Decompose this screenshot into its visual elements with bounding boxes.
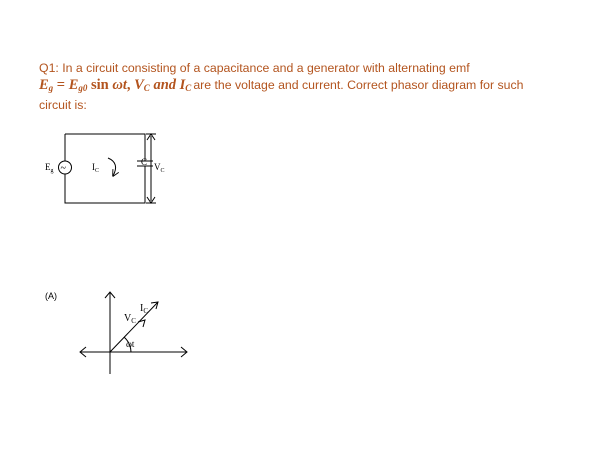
equation: $E_g = E_{g0}$ sin ωt, $V_C$ and $I_C$	[39, 77, 192, 93]
question-line-1: Q1: In a circuit consisting of a capacitance and a generator with alternating emf	[39, 61, 470, 75]
question-line-3: circuit is:	[39, 98, 87, 112]
option-a-label: (A)	[45, 291, 57, 301]
capacitor-label: C	[141, 157, 148, 167]
source-label: $E_g$	[45, 162, 54, 174]
question-line-2-rest: are the voltage and current. Correct phasor diagram for such	[193, 78, 524, 92]
circuit-current-label: $I_C$	[92, 162, 100, 174]
voltage-phasor-label: $V_C$	[124, 313, 136, 325]
angle-label: ωt	[126, 339, 135, 349]
current-phasor-label: $I_C$	[140, 303, 149, 315]
ac-source-symbol: ~	[60, 163, 66, 174]
circuit-voltage-label: $V_C$	[154, 162, 165, 174]
